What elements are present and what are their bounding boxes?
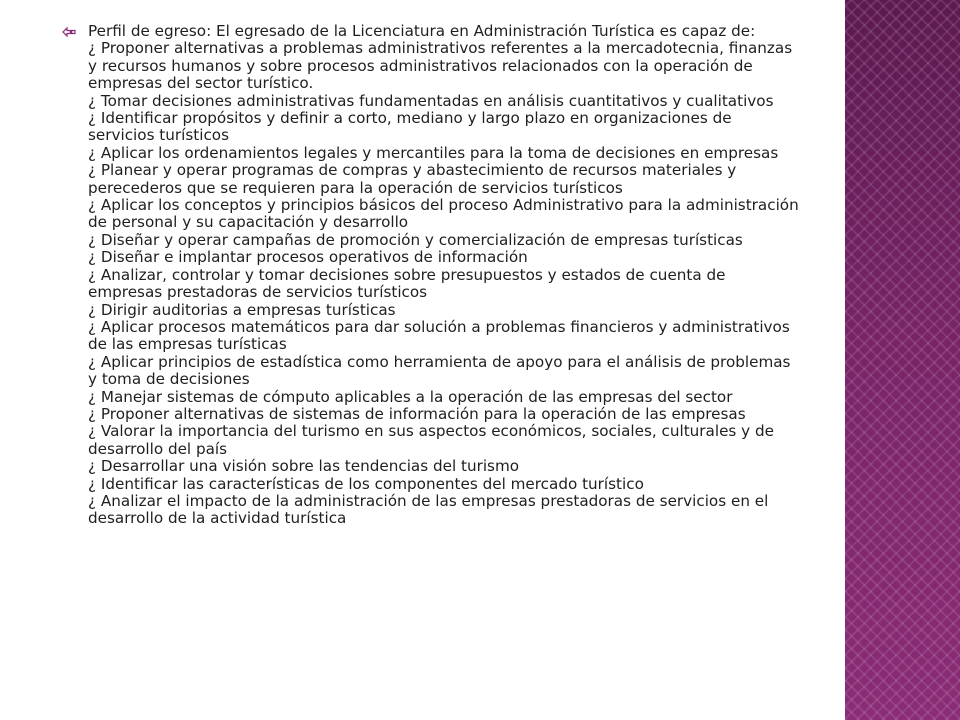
list-item: ¿ Planear y operar programas de compras y abastecimiento de recursos materiales y perecederos que se requieren para la operación de servicios turísticos — [88, 161, 737, 197]
heading-text: Perfil de egreso: El egresado de la Licenciatura en Administración Turística es capaz de: — [88, 22, 756, 40]
list-item: ¿ Aplicar los conceptos y principios básicos del proceso Administrativo para la administración de personal y su capacitación y desarrollo — [88, 196, 799, 232]
list-item: ¿ Aplicar procesos matemáticos para dar solución a problemas financieros y administrativos de las empresas turísticas — [88, 317, 790, 354]
list-item: ¿ Analizar el impacto de la administración de las empresas prestadoras de servicios en el desarrollo de la actividad turística — [88, 491, 769, 528]
list-item: ¿ Desarrollar una visión sobre las tendencias del turismo — [88, 457, 520, 476]
diamond-bullet-icon — [62, 26, 76, 38]
list-item: ¿ Analizar, controlar y tomar decisiones sobre presupuestos y estados de cuenta de empresas prestadoras de servicios turísticos — [88, 265, 726, 302]
list-item: ¿ Diseñar y operar campañas de promoción y comercialización de empresas turísticas — [88, 230, 743, 249]
slide-body — [62, 23, 802, 528]
list-item: ¿ Proponer alternativas a problemas administrativos referentes a la mercadotecnia, finanzas y recursos humanos y sobre procesos administrativos relacionados con la operación de empresas del sector turístico. — [88, 39, 793, 93]
list-item: ¿ Aplicar los ordenamientos legales y mercantiles para la toma de decisiones en empresas — [88, 143, 779, 162]
list-item: ¿ Identificar las características de los componentes del mercado turístico — [88, 474, 644, 493]
bullet-item — [62, 23, 802, 528]
list-item: ¿ Identificar propósitos y definir a corto, mediano y largo plazo en organizaciones de servicios turísticos — [88, 109, 732, 145]
list-item: ¿ Dirigir auditorias a empresas turísticas — [88, 300, 396, 319]
list-item: ¿ Valorar la importancia del turismo en sus aspectos económicos, sociales, culturales y de desarrollo del país — [88, 422, 774, 458]
list-item: ¿ Manejar sistemas de cómputo aplicables a la operación de las empresas del sector — [88, 387, 733, 406]
list-item: ¿ Proponer alternativas de sistemas de información para la operación de las empresas — [88, 404, 746, 423]
decorative-sidebar — [845, 0, 960, 720]
list-item: ¿ Aplicar principios de estadística como herramienta de apoyo para el análisis de problemas y toma de decisiones — [88, 352, 791, 389]
list-item: ¿ Diseñar e implantar procesos operativos de información — [88, 248, 528, 267]
list-item: ¿ Tomar decisiones administrativas fundamentadas en análisis cuantitativos y cualitativos — [88, 91, 774, 110]
